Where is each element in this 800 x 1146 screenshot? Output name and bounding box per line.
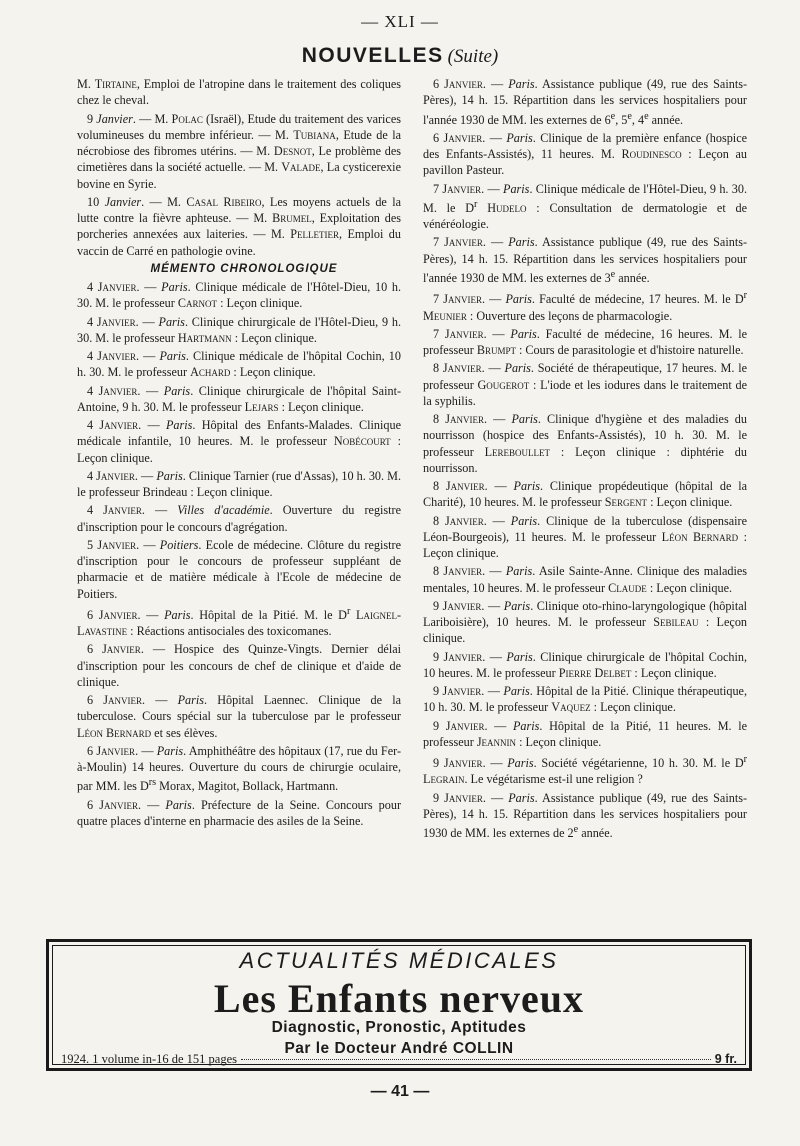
news-paragraph: 4 Janvier. — Paris. Clinique médicale de l'hôpital Cochin, 10 h. 30. M. le professeur Achard : Leçon clinique. — [77, 349, 401, 380]
news-paragraph: 8 Janvier. — Paris. Asile Sainte-Anne. Clinique des maladies mentales, 10 heures. M. le professeur Claude : Leçon clinique. — [423, 564, 748, 595]
news-paragraph: 7 Janvier. — Paris. Clinique médicale de l'Hôtel-Dieu, 9 h. 30. M. le $D^r$ Hudelo : Consultation de dermatologie et de vénéréologie. — [423, 181, 748, 232]
news-paragraph: 8 Janvier. — Paris. Clinique d'hygiène et des maladies du nourrisson (hospice des Enfants-Assistés), 10 h. 30. M. le professeur Lereboullet : Leçon clinique : diphtérie du nourrisson. — [423, 412, 747, 475]
news-paragraph: 9 Janvier. — Paris. Clinique oto-rhino-laryngologique (hôpital Lariboisière), 10 heures. M. le professeur Sebileau : Leçon clinique. — [423, 598, 748, 646]
ad-subtitle: Diagnostic, Pronostic, Aptitudes — [271, 1019, 527, 1036]
news-paragraph: 8 Janvier. — Paris. Clinique propédeutique (hôpital de la Charité), 10 heures. M. le professeur Sergent : Leçon clinique. — [423, 479, 748, 510]
news-paragraph: 4 Janvier. — Paris. Clinique chirurgicale de l'Hôtel-Dieu, 9 h. 30. M. le professeur Hartmann : Leçon clinique. — [77, 314, 401, 345]
ad-title: Les Enfants nerveux — [213, 976, 585, 1021]
ad-details-line — [61, 1052, 737, 1067]
news-paragraph: 6 Janvier. — Paris. Préfecture de la Seine. Concours pour quatre places d'interne en pharmacie des asiles de la Seine. — [77, 797, 402, 828]
ad-dot-leader — [241, 1059, 711, 1060]
news-paragraph: 9 Janvier. — Paris. Hôpital de la Pitié. Clinique thérapeutique, 10 h. 30. M. le professeur Vaquez : Leçon clinique. — [423, 684, 748, 715]
news-paragraph: 6 Janvier. — Paris. Clinique de la première enfance (hospice des Enfants-Assistés), 11 heures. M. Roudinesco : Leçon au pavillon Pasteur. — [423, 130, 748, 178]
ad-author: Par le Docteur André COLLIN — [284, 1040, 514, 1057]
section-suite: (Suite) — [447, 46, 499, 67]
news-paragraph: 8 Janvier. — Paris. Clinique de la tuberculose (dispensaire Léon-Bourgeois), 11 heures. M. le professeur Léon Bernard : Leçon clinique. — [423, 513, 747, 560]
ad-series: ACTUALITÉS MÉDICALES — [239, 948, 559, 973]
news-paragraph: 4 Janvier. — Paris. Clinique chirurgicale de l'hôpital Saint-Antoine, 9 h. 30. M. le professeur Lejars : Leçon clinique. — [77, 383, 402, 414]
left-column — [77, 76, 401, 831]
ad-price: 9 fr. — [714, 1052, 737, 1066]
right-column — [423, 76, 747, 843]
news-paragraph: 7 Janvier. — Paris. Assistance publique (49, rue des Saints-Pères), 14 h. 15. Répartition dans les services hospitaliers pour l'année 1930 de MM. les externes de 3e année. — [423, 235, 748, 285]
news-paragraph: 9 Janvier. — Paris. Clinique chirurgicale de l'hôpital Cochin, 10 heures. M. le professeur Pierre Delbet : Leçon clinique. — [423, 649, 748, 680]
news-paragraph: 4 Janvier. — Paris. Hôpital des Enfants-Malades. Clinique médicale infantile, 10 heures. M. le professeur Nobécourt : Leçon clinique. — [77, 418, 402, 465]
news-paragraph: 5 Janvier. — Poitiers. Ecole de médecine. Clôture du registre d'inscription pour le concours de professeur suppléant de pharmacie et de matière médicale à l'Ecole de médecine de Poitiers. — [77, 537, 402, 601]
news-paragraph: 6 Janvier. — Paris. Hôpital Laennec. Clinique de la tuberculose. Cours spécial sur la tuberculose par le professeur Léon Bernard et ses élèves. — [77, 693, 402, 740]
news-paragraph: 6 Janvier. — Paris. Hôpital de la Pitié. M. le $D^r$ Laignel-Lavastine : Réactions antisociales des toxicomanes. — [77, 605, 402, 639]
news-paragraph: 9 Janvier. — Paris. Société végétarienne, 10 h. 30. M. le $D^r$ Legrain. Le végétarisme est-il une religion ? — [423, 754, 748, 787]
news-paragraph: 9 Janvier. — M. Polac (Israël), Etude du traitement des varices volumineuses du membre inférieur. — M. Tubiana, Etude de la nécrobiose des fibromes utérins. — M. Desnot, Le problème des cimetières dans la société actuelle. — M. Valade, La cysticerexie bovine en Syrie. — [77, 111, 401, 191]
memento-heading: MÉMENTO CHRONOLOGIQUE — [150, 262, 338, 275]
news-paragraph: 4 Janvier. — Villes d'académie. Ouverture du registre d'inscription pour le concours d'agrégation. — [77, 503, 402, 534]
news-paragraph: 9 Janvier. — Paris. Assistance publique (49, rue des Saints-Pères), 14 h. 15. Répartition dans les services hospitaliers pour 1930 de MM. les externes de 2e année. — [423, 790, 748, 841]
news-paragraph: 7 Janvier. — Paris. Faculté de médecine, 16 heures. M. le professeur Brumpt : Cours de parasitologie et d'histoire naturelle. — [423, 326, 748, 357]
page-number: — 41 — — [370, 1083, 430, 1100]
news-paragraph: 6 Janvier. — Paris. Assistance publique (49, rue des Saints-Pères), 14 h. 15. Répartition dans les services hospitaliers pour l'année 1930 de MM. les externes de 6e, 5e, 4e année. — [423, 77, 748, 127]
ad-details: 1924. 1 volume in-16 de 151 pages — [61, 1052, 238, 1066]
news-paragraph: 10 Janvier. — M. Casal Ribeiro, Les moyens actuels de la lutte contre la fièvre aphteuse. — M. Brumel, Exploitation des porcheries annexées aux laiteries. — M. Pelletier, Emploi du vaccin de Carré en pathologie ovine. — [77, 194, 401, 258]
section-title: NOUVELLES — [301, 44, 444, 67]
news-paragraph: 9 Janvier. — Paris. Hôpital de la Pitié, 11 heures. M. le professeur Jeannin : Leçon clinique. — [423, 718, 748, 749]
news-paragraph: 4 Janvier. — Paris. Clinique Tarnier (rue d'Assas), 10 h. 30. M. le professeur Brindeau : Leçon clinique. — [77, 468, 402, 499]
roman-page-number: — XLI — — [361, 12, 439, 31]
section-header — [0, 44, 800, 68]
news-paragraph: M. Tirtaine, Emploi de l'atropine dans le traitement des coliques chez le cheval. — [77, 77, 401, 108]
news-paragraph: 6 Janvier. — Paris. Amphithéâtre des hôpitaux (17, rue du Fer-à-Moulin) 14 heures. Ouverture du cours de chirurgie oculaire, par MM. les $D^{rs}$ Morax, Magitot, Bollack, Hartmann. — [77, 743, 401, 794]
news-paragraph: 7 Janvier. — Paris. Faculté de médecine, 17 heures. M. le $D^r$ Meunier : Ouverture des leçons de pharmacologie. — [423, 290, 748, 323]
news-paragraph: 6 Janvier. — Hospice des Quinze-Vingts. Dernier délai d'inscription pour les concours de chef de clinique et d'aide de clinique. — [77, 642, 402, 689]
news-paragraph: 8 Janvier. — Paris. Société de thérapeutique, 17 heures. M. le professeur Gougerot : L'iode et les iodures dans le traitement de la syphilis. — [423, 361, 748, 408]
news-paragraph: 4 Janvier. — Paris. Clinique médicale de l'Hôtel-Dieu, 10 h. 30. M. le professeur Carnot : Leçon clinique. — [77, 280, 402, 311]
advertisement-box — [46, 939, 752, 1071]
